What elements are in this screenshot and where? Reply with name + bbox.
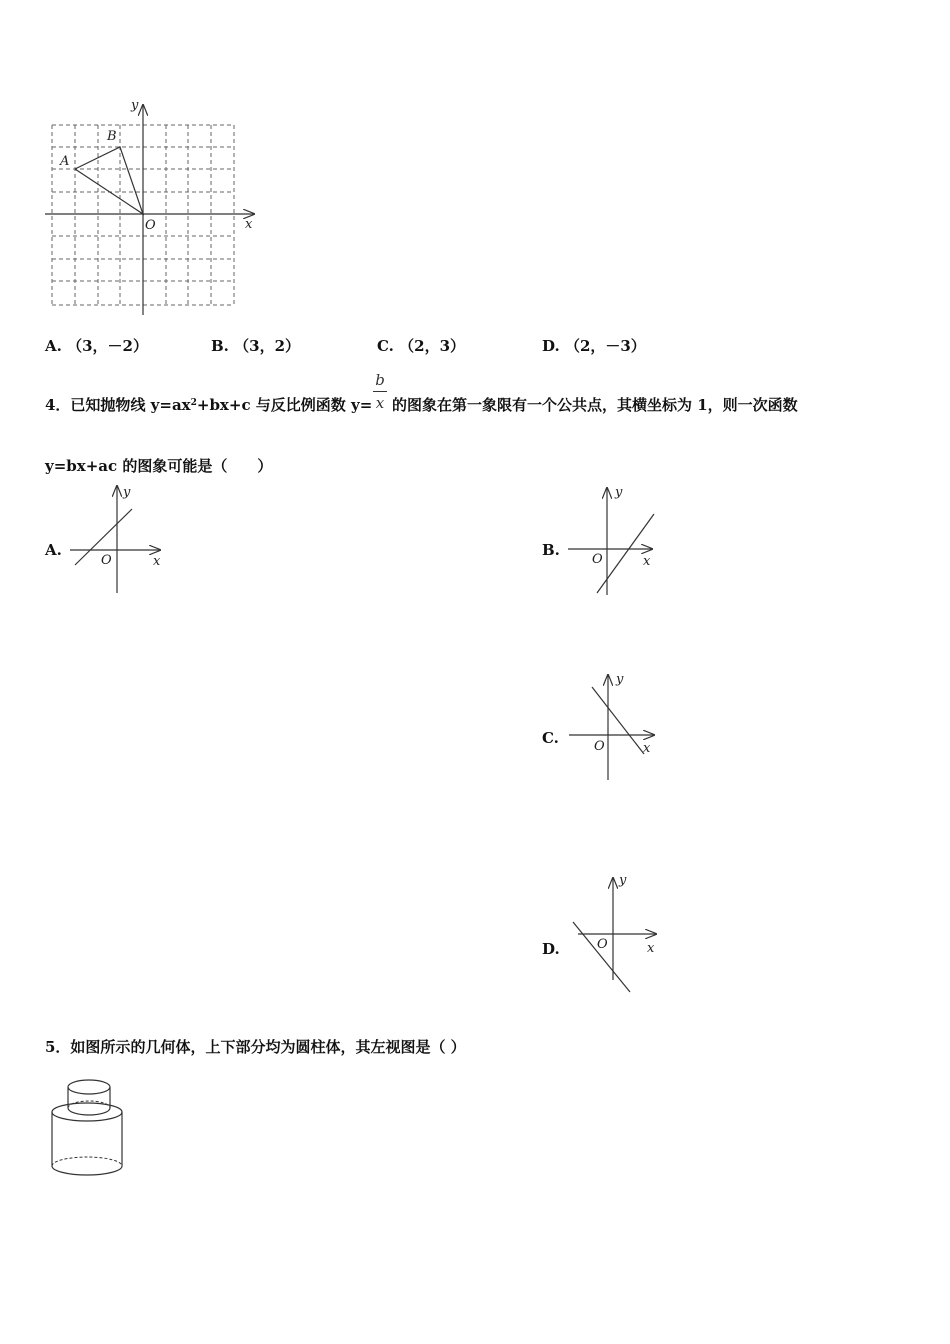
svg-text:y: y [619,873,627,888]
q4-option-a-graph [70,483,170,598]
q3-option-a: A. （3，－2） [45,337,148,355]
point-a-label: A [60,154,70,169]
svg-text:x: x [643,554,651,569]
q3-option-c: C. （2，3） [377,337,466,355]
q4-stem-line1: 4．已知抛物线 $y=ax^2+bx+c$ 与反比例函数 y= [45,396,373,414]
q5-stem: 5．如图所示的几何体，上下部分均为圆柱体，其左视图是（ ） [45,1038,466,1056]
q4-option-c-label: C. [542,729,559,747]
svg-text:x: x [643,741,651,756]
q4-stem-line2: y=bx+ac 的图象可能是（ ） [45,457,273,475]
q4-option-c-graph [566,670,666,785]
svg-text:x: x [647,941,655,956]
q5-stacked-cylinders-figure [45,1075,145,1185]
q3-option-b: B. （3，2） [211,337,301,355]
x-axis-label: x [245,217,253,232]
q3-grid-figure [40,95,270,325]
q4-option-a-label: A. [45,541,62,559]
q4-option-d-graph [566,870,666,995]
function-line [573,922,630,992]
svg-text:O: O [101,553,112,568]
origin-label: O [145,218,156,233]
triangle-abo [75,147,143,214]
svg-text:y: y [616,672,624,687]
svg-text:O: O [594,739,605,754]
point-b-label: B [107,129,117,144]
svg-text:x: x [153,554,161,569]
q3-option-d: D. （2，－3） [542,337,646,355]
q4-option-d-label: D. [542,940,560,958]
svg-text:y: y [123,485,131,500]
svg-text:O: O [597,937,608,952]
svg-text:O: O [592,552,603,567]
y-axis-label: y [131,98,139,113]
q4-stem-line1-suffix: 的图象在第一象限有一个公共点，其横坐标为 1，则一次函数 [392,396,798,414]
q4-option-b-graph [566,483,666,598]
svg-text:y: y [615,485,623,500]
q4-fraction: b x [371,370,389,413]
q4-option-b-label: B. [542,541,560,559]
